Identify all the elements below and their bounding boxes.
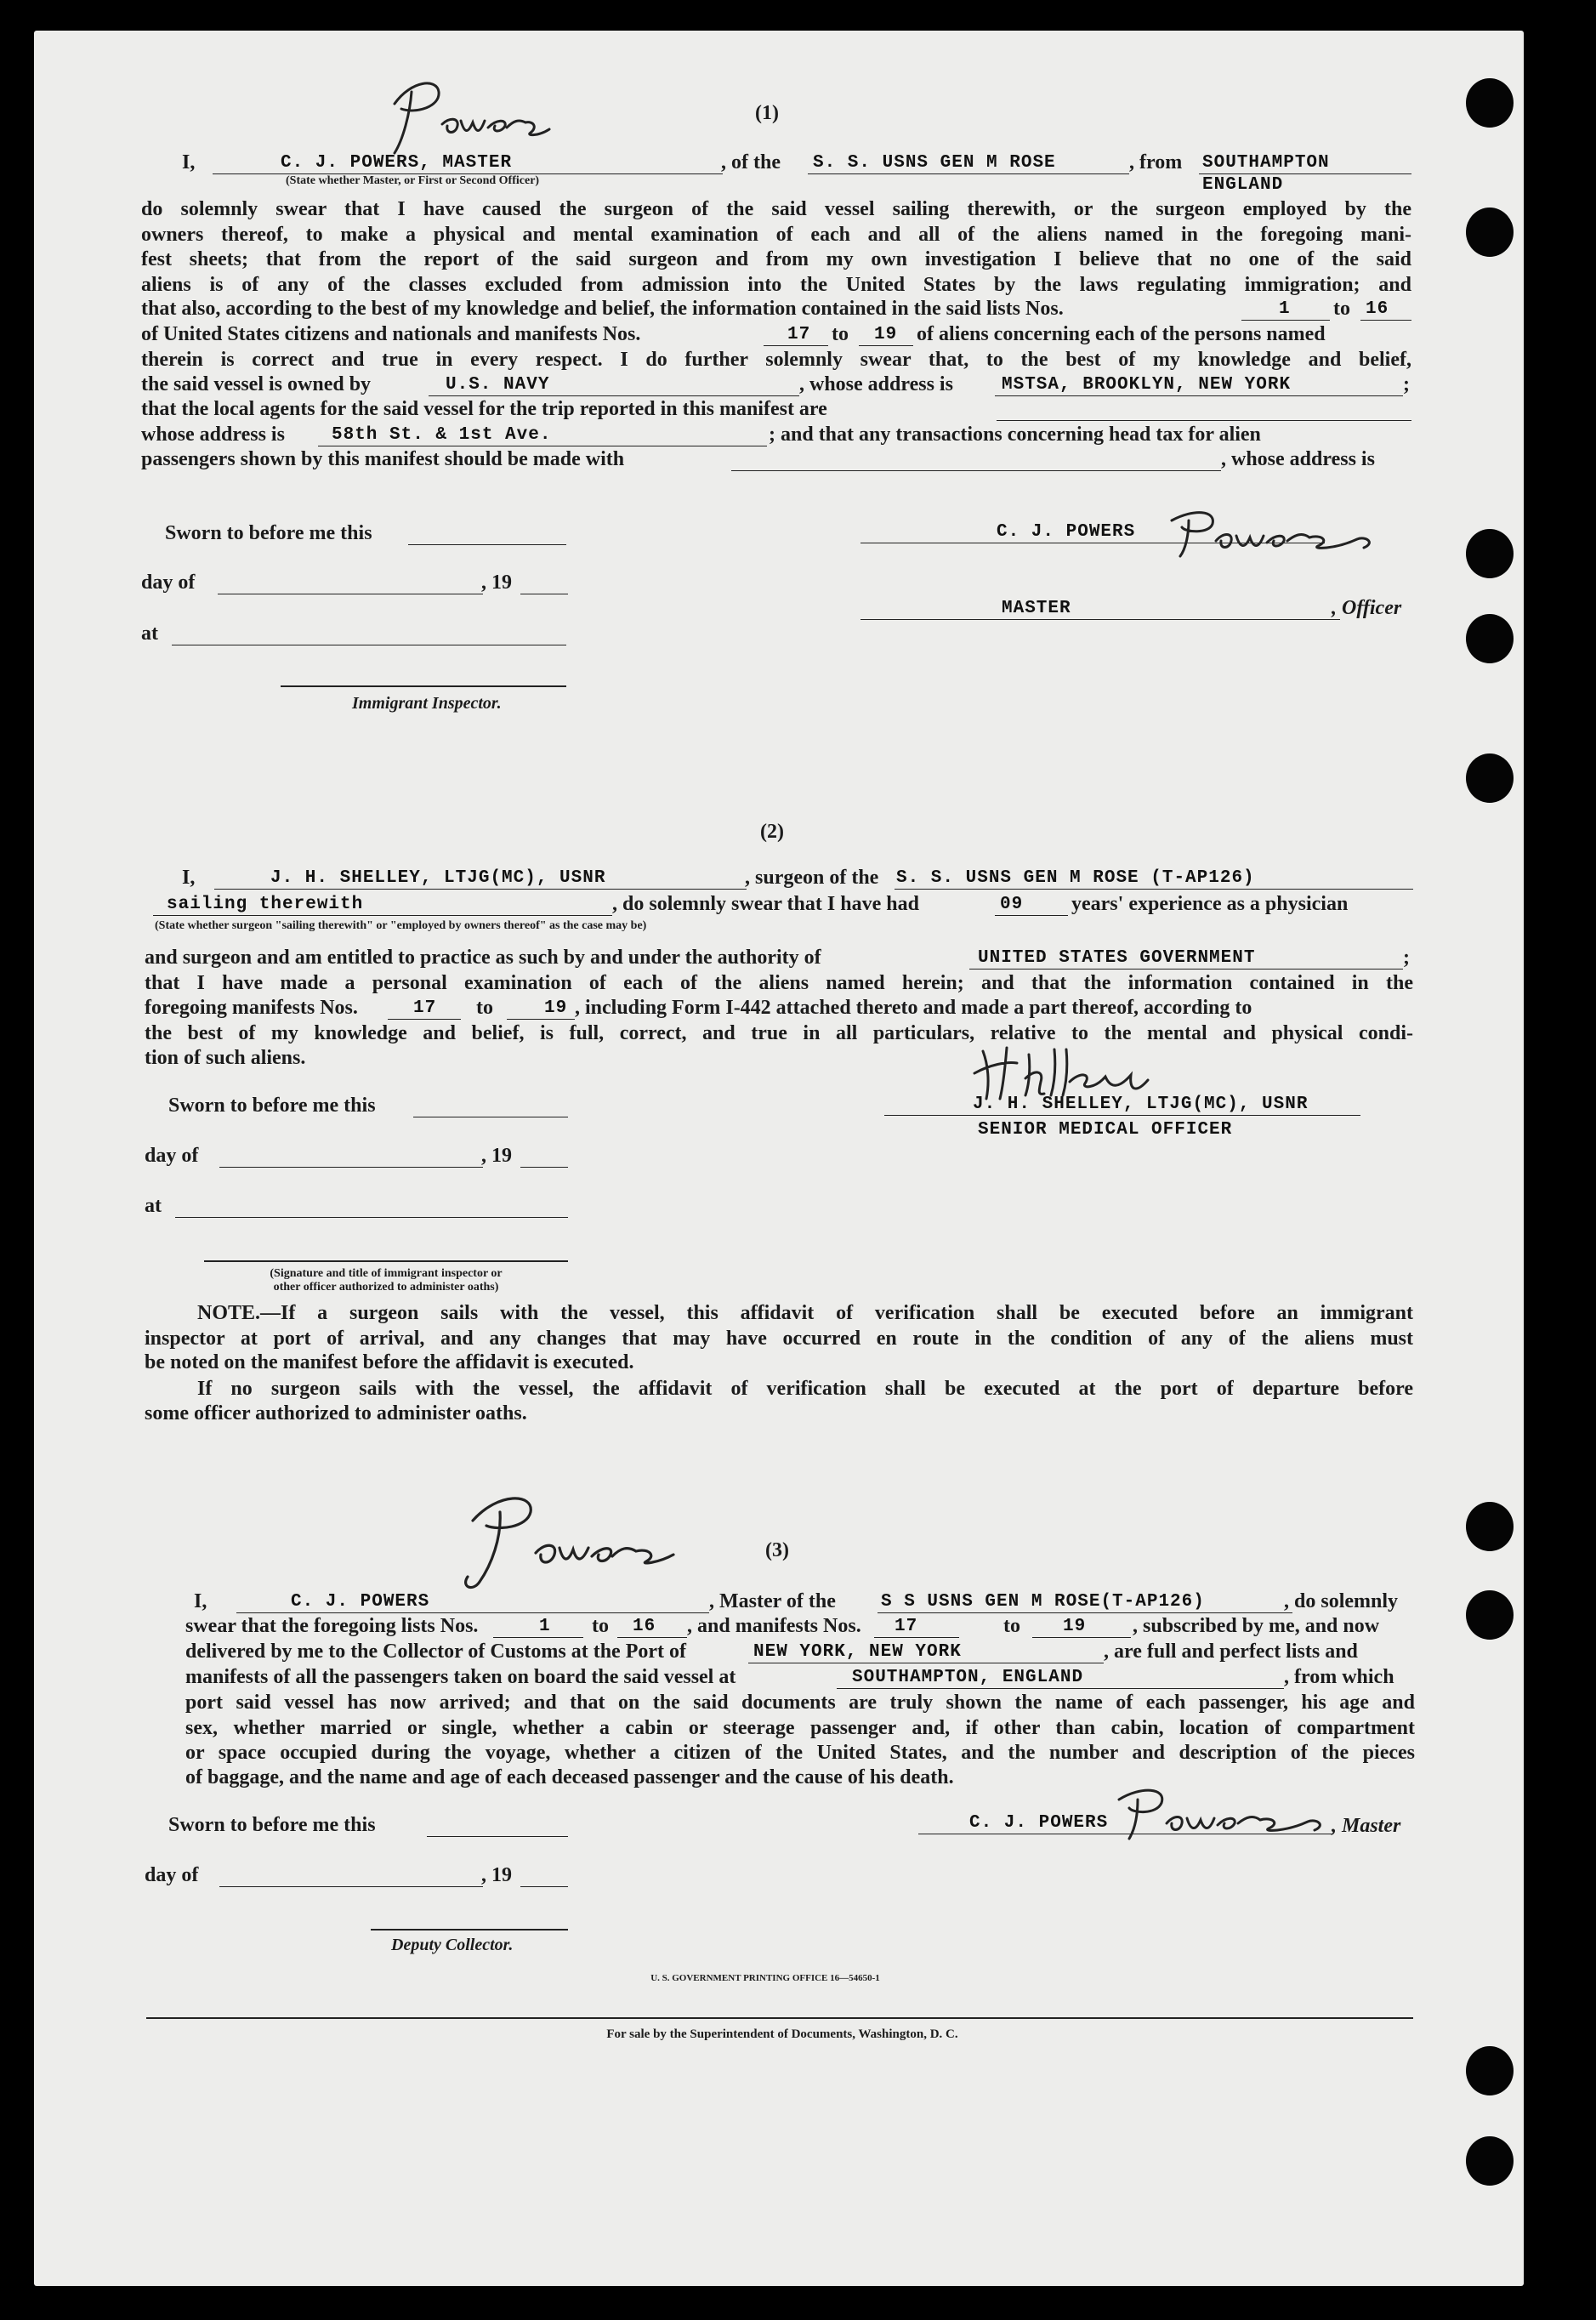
note-text: be noted on the manifest before the affidavit is executed. bbox=[145, 1351, 634, 1373]
year-field bbox=[520, 1145, 568, 1168]
authority-field bbox=[969, 947, 1403, 970]
day-of-field bbox=[219, 1864, 483, 1887]
manifests-from-value: 17 bbox=[413, 998, 437, 1018]
officer-state-note: (State whether Master, or First or Second Officer) bbox=[286, 174, 540, 187]
surgeon-name-field bbox=[214, 867, 747, 890]
master-name-value: C. J. POWERS bbox=[291, 1592, 430, 1612]
owner-address-field bbox=[995, 373, 1403, 396]
departure-value-1: SOUTHAMPTON bbox=[1202, 153, 1330, 173]
oath-text-line: fest sheets; that from the report of the said surgeon and from my own investigation I believe that no one of the said bbox=[141, 248, 1411, 270]
oath-text-line: aliens is of any of the classes excluded from admission into the United States by the laws regulating immigration; and bbox=[141, 274, 1411, 296]
sworn-date-field bbox=[413, 1095, 568, 1117]
note-text: NOTE.—If a surgeon sails with the vessel, this affidavit of verification shall be executed before an immigrant bbox=[197, 1302, 1413, 1324]
master-signed-title: MASTER bbox=[1002, 599, 1071, 618]
sworn-date-field bbox=[427, 1814, 568, 1837]
master-name-field bbox=[236, 1590, 709, 1613]
agent-address-field bbox=[318, 424, 767, 446]
at-label: at bbox=[145, 1195, 162, 1217]
punch-hole bbox=[1466, 1502, 1514, 1551]
master-handwritten-signature bbox=[1160, 502, 1389, 561]
to-label: to bbox=[1333, 298, 1350, 320]
surgeon-of-label: , surgeon of the bbox=[745, 867, 879, 889]
oath-text-line: whose address is bbox=[141, 424, 285, 446]
at-place-field bbox=[172, 623, 566, 645]
master-label: , Master bbox=[1332, 1815, 1401, 1837]
note-text: some officer authorized to administer oaths. bbox=[145, 1402, 527, 1424]
day-of-field bbox=[218, 571, 483, 594]
sailing-field bbox=[153, 893, 612, 916]
owner-field bbox=[429, 373, 799, 396]
oath-text-line: the said vessel is owned by bbox=[141, 373, 372, 395]
oath-text-line: , from which bbox=[1284, 1666, 1394, 1688]
oath-text-line: swear that the foregoing lists Nos. bbox=[185, 1615, 479, 1637]
oath-text-line: do solemnly swear that I have caused the surgeon of the said vessel sailing therewith, or the surgeon employed by the bbox=[141, 198, 1411, 220]
lists-to-value: 16 bbox=[633, 1617, 656, 1636]
oath-text-line: years' experience as a physician bbox=[1071, 893, 1349, 915]
port-field bbox=[748, 1640, 1104, 1663]
owner-value: U.S. NAVY bbox=[446, 375, 550, 395]
surgeon-handwritten-signature bbox=[969, 1039, 1207, 1104]
section-number: (3) bbox=[765, 1539, 789, 1561]
punch-hole bbox=[1466, 1590, 1514, 1640]
master-signed-name: C. J. POWERS bbox=[997, 522, 1136, 542]
lists-to-value: 16 bbox=[1366, 299, 1389, 319]
vessel-name-field bbox=[878, 1590, 1292, 1613]
surgeon-signed-name: J. H. SHELLEY, LTJG(MC), USNR bbox=[973, 1095, 1309, 1114]
master-of-label: , Master of the bbox=[709, 1590, 836, 1612]
oath-text-line: , including Form I-442 attached thereto and made a part thereof, according to bbox=[575, 997, 1252, 1019]
oath-text-line: of baggage, and the name and age of each deceased passenger and the cause of his death. bbox=[185, 1766, 954, 1788]
sale-notice: For sale by the Superintendent of Documents, Washington, D. C. bbox=[606, 2027, 958, 2041]
to-label: to bbox=[832, 323, 849, 345]
signature-rule bbox=[371, 1929, 568, 1930]
oath-text-line: port said vessel has now arrived; and that on the said documents are truly shown the name of each passenger, his age and bbox=[185, 1692, 1415, 1714]
master-handwritten-signature bbox=[430, 1487, 685, 1597]
oath-text-line: that also, according to the best of my knowledge and belief, the information contained in the said lists Nos. bbox=[141, 298, 1064, 320]
sailing-value: sailing therewith bbox=[167, 895, 364, 914]
departure-value-2: ENGLAND bbox=[1202, 175, 1284, 195]
semicolon: ; bbox=[1403, 373, 1410, 395]
sworn-date-field bbox=[408, 522, 566, 545]
oath-text-line: , whose address is bbox=[799, 373, 953, 395]
of-the-label: , of the bbox=[721, 151, 781, 173]
year-field bbox=[520, 1864, 568, 1887]
oath-text-line: , do solemnly swear that I have had bbox=[612, 893, 919, 915]
day-of-label: day of bbox=[145, 1864, 199, 1886]
manifests-to-value: 19 bbox=[874, 325, 898, 344]
vessel-name-field bbox=[895, 867, 1413, 890]
surgeon-signed-title: SENIOR MEDICAL OFFICER bbox=[978, 1120, 1233, 1140]
oath-text-line: , and manifests Nos. bbox=[687, 1615, 861, 1637]
day-of-field bbox=[219, 1145, 483, 1168]
note-text: If no surgeon sails with the vessel, the affidavit of verification shall be executed at the port of departure before bbox=[197, 1378, 1413, 1400]
printing-office-line: U. S. GOVERNMENT PRINTING OFFICE 16—54650-1 bbox=[650, 1973, 880, 1983]
oath-text-line: of United States citizens and nationals and manifests Nos. bbox=[141, 323, 641, 345]
inspector-title: Immigrant Inspector. bbox=[352, 694, 502, 713]
to-label: to bbox=[592, 1615, 609, 1637]
section-number: (2) bbox=[760, 821, 784, 843]
to-label: to bbox=[476, 997, 493, 1019]
oath-text-line: of aliens concerning each of the persons named bbox=[917, 323, 1326, 345]
agent-address-value: 58th St. & 1st Ave. bbox=[332, 425, 552, 445]
oath-text-line: ; and that any transactions concerning head tax for alien bbox=[769, 424, 1261, 446]
master-handwritten-signature bbox=[361, 71, 565, 165]
vessel-name-value: S. S. USNS GEN M ROSE (T-AP126) bbox=[896, 868, 1255, 888]
lists-to-field bbox=[1360, 298, 1411, 321]
punch-hole bbox=[1466, 529, 1514, 578]
manifests-from-field bbox=[874, 1615, 959, 1638]
signature-rule bbox=[281, 685, 566, 687]
manifests-from-value: 17 bbox=[895, 1617, 918, 1636]
manifests-to-value: 19 bbox=[1063, 1617, 1087, 1636]
punch-hole bbox=[1466, 208, 1514, 257]
departure-port-value: SOUTHAMPTON, ENGLAND bbox=[852, 1668, 1084, 1687]
oath-text-line: manifests of all the passengers taken on board the said vessel at bbox=[185, 1666, 736, 1688]
at-place-field bbox=[175, 1195, 568, 1218]
lists-from-field bbox=[1241, 298, 1330, 321]
day-of-label: day of bbox=[145, 1145, 199, 1167]
punch-hole bbox=[1466, 78, 1514, 128]
oath-text-line: foregoing manifests Nos. bbox=[145, 997, 358, 1019]
oath-i-label: I, bbox=[182, 867, 196, 889]
year-label: , 19 bbox=[481, 571, 512, 594]
punch-hole bbox=[1466, 614, 1514, 663]
vessel-name-value: S S USNS GEN M ROSE(T-AP126) bbox=[881, 1592, 1205, 1612]
vessel-name-value: S. S. USNS GEN M ROSE bbox=[813, 153, 1056, 173]
manifests-from-field bbox=[388, 997, 461, 1020]
punch-hole bbox=[1466, 2136, 1514, 2186]
note-text: inspector at port of arrival, and any changes that may have occurred en route in the condition of any of the aliens must bbox=[145, 1328, 1413, 1350]
manifests-from-value: 17 bbox=[787, 325, 811, 344]
owner-address-value: MSTSA, BROOKLYN, NEW YORK bbox=[1002, 375, 1292, 395]
oath-text-line: the best of my knowledge and belief, is full, correct, and true in all particulars, relative to the mental and physical condi- bbox=[145, 1022, 1413, 1044]
oath-text-line: delivered by me to the Collector of Customs at the Port of bbox=[185, 1640, 686, 1663]
departure-port-field bbox=[837, 1666, 1284, 1689]
manifests-to-field bbox=[859, 323, 913, 346]
signature-note: (Signature and title of immigrant inspector or bbox=[270, 1267, 503, 1280]
from-label: , from bbox=[1129, 151, 1183, 173]
footer-rule bbox=[146, 2017, 1413, 2019]
oath-i-label: I, bbox=[182, 151, 196, 173]
oath-text-line: and surgeon and am entitled to practice as such by and under the authority of bbox=[145, 947, 821, 969]
oath-text-line: passengers shown by this manifest should be made with bbox=[141, 448, 625, 470]
section-number: (1) bbox=[755, 102, 779, 124]
oath-text-line: , do solemnly bbox=[1284, 1590, 1399, 1612]
day-of-label: day of bbox=[141, 571, 196, 594]
year-label: , 19 bbox=[481, 1864, 512, 1886]
manifests-to-value: 19 bbox=[544, 998, 568, 1018]
port-value: NEW YORK, NEW YORK bbox=[753, 1642, 962, 1662]
signature-note: other officer authorized to administer oaths) bbox=[273, 1281, 499, 1294]
departure-field bbox=[1199, 151, 1411, 174]
manifests-to-field bbox=[1032, 1615, 1131, 1638]
local-agents-field bbox=[997, 398, 1411, 421]
years-field bbox=[995, 893, 1068, 916]
lists-from-value: 1 bbox=[1279, 299, 1291, 319]
years-value: 09 bbox=[1000, 895, 1024, 914]
signature-rule bbox=[204, 1260, 568, 1262]
officer-label: , Officer bbox=[1332, 597, 1402, 619]
master-name-value: C. J. POWERS, MASTER bbox=[281, 153, 513, 173]
oath-text-line: owners thereof, to make a physical and mental examination of each and all of the aliens named in the foregoing mani- bbox=[141, 224, 1411, 246]
sworn-label: Sworn to before me this bbox=[165, 522, 372, 544]
sworn-label: Sworn to before me this bbox=[168, 1095, 376, 1117]
oath-text-line: or space occupied during the voyage, whether a citizen of the United States, and the number and description of the pieces bbox=[185, 1742, 1415, 1764]
surgeon-name-value: J. H. SHELLEY, LTJG(MC), USNR bbox=[270, 868, 606, 888]
lists-to-field bbox=[617, 1615, 687, 1638]
oath-text-line: sex, whether married or single, whether a cabin or steerage passenger and, if other than cabin, location of compartment bbox=[185, 1717, 1415, 1739]
year-label: , 19 bbox=[481, 1145, 512, 1167]
year-field bbox=[520, 571, 568, 594]
authority-value: UNITED STATES GOVERNMENT bbox=[978, 948, 1256, 968]
lists-from-value: 1 bbox=[539, 1617, 551, 1636]
oath-text-line: tion of such aliens. bbox=[145, 1047, 306, 1069]
lists-from-field bbox=[493, 1615, 583, 1638]
master-title-field bbox=[860, 597, 1340, 620]
punch-hole bbox=[1466, 753, 1514, 803]
master-signed-name: C. J. POWERS bbox=[969, 1813, 1109, 1833]
surgeon-state-note: (State whether surgeon "sailing therewith" or "employed by owners thereof" as the case may be) bbox=[155, 919, 647, 932]
oath-text-line: , whose address is bbox=[1221, 448, 1375, 470]
semicolon: ; bbox=[1403, 947, 1410, 969]
oath-text-line: therein is correct and true in every respect. I do further solemnly swear that, to the best of my knowledge and belief, bbox=[141, 349, 1411, 371]
oath-text-line: , subscribed by me, and now bbox=[1133, 1615, 1380, 1637]
punch-hole bbox=[1466, 2046, 1514, 2095]
oath-i-label: I, bbox=[194, 1590, 207, 1612]
collector-title: Deputy Collector. bbox=[391, 1936, 514, 1954]
at-label: at bbox=[141, 623, 158, 645]
sworn-label: Sworn to before me this bbox=[168, 1814, 376, 1836]
to-label: to bbox=[1003, 1615, 1020, 1637]
oath-text-line: that the local agents for the said vessel for the trip reported in this manifest are bbox=[141, 398, 827, 420]
vessel-name-field bbox=[808, 151, 1129, 174]
manifests-to-field bbox=[507, 997, 575, 1020]
head-tax-contact-field bbox=[731, 448, 1221, 471]
oath-text-line: , are full and perfect lists and bbox=[1104, 1640, 1358, 1663]
master-handwritten-signature bbox=[1107, 1781, 1337, 1845]
manifests-from-field bbox=[764, 323, 828, 346]
oath-text-line: that I have made a personal examination of each of the aliens named herein; and that the information contained in the bbox=[145, 972, 1413, 994]
